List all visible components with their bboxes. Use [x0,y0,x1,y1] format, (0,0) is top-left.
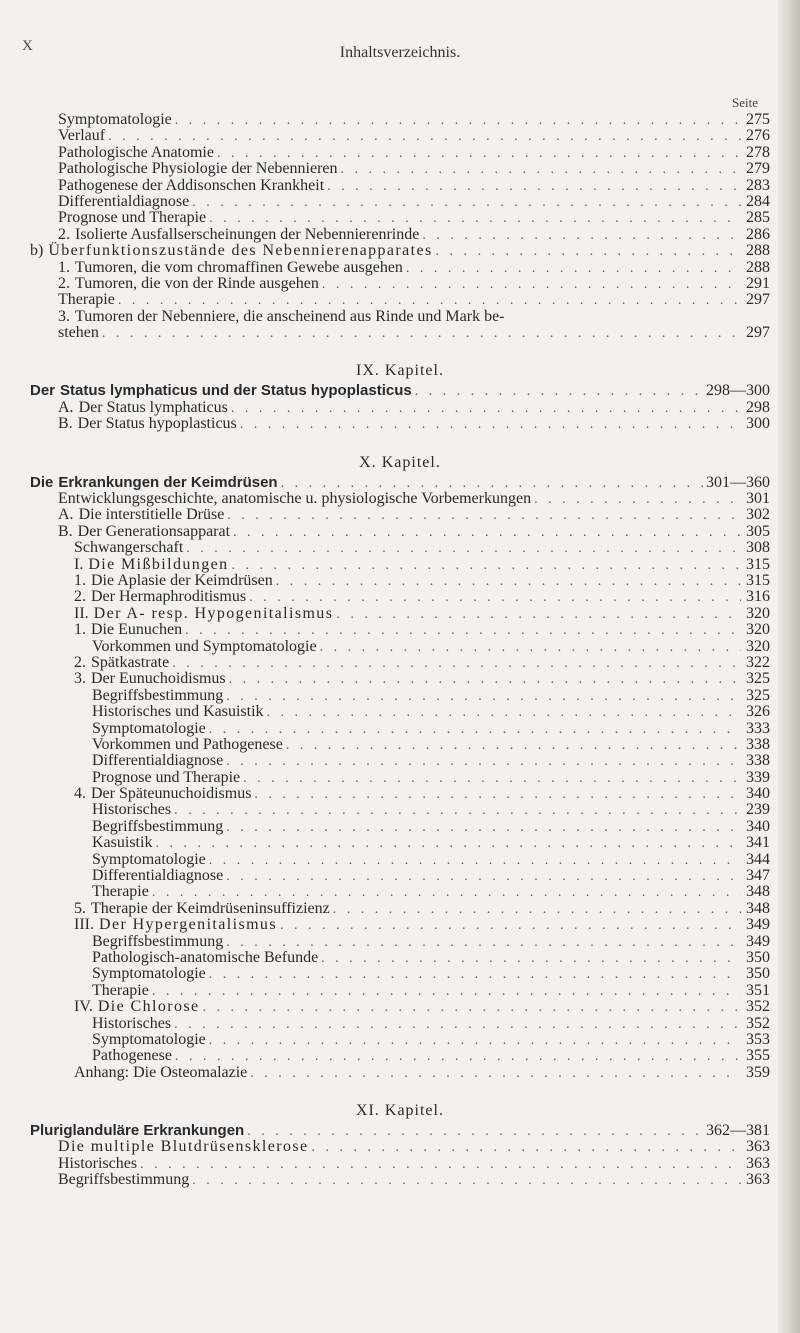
toc-entry-page: 326 [746,703,770,721]
toc-entry [30,491,770,507]
toc-entry-page: 301—360 [706,473,770,491]
dot-leader [320,640,741,656]
toc-entry-label: Tumoren, die vom chromaffinen Gewebe ausgehen [75,258,403,276]
toc-entry-page: 363 [746,1138,770,1156]
dot-leader [140,1157,741,1173]
toc-entry-label: Differentialdiagnose [58,192,190,210]
toc-entry [30,557,770,573]
toc-entry-page: 340 [746,785,770,803]
toc-entry-label: stehen [58,324,99,342]
toc-entry-page: 320 [746,621,770,639]
dot-leader [534,492,741,508]
toc-entry-page: 351 [746,981,770,999]
toc-entry-page: 352 [746,998,770,1016]
toc-entry-page: 333 [746,719,770,737]
toc-entry-marker: B. [58,415,73,433]
toc-entry-label: Vorkommen und Pathogenese [92,735,283,753]
toc-entry [30,309,770,325]
toc-entry-page: 348 [746,899,770,917]
toc-entry [30,260,770,276]
dot-leader [254,787,741,803]
toc-entry-label: Der Generationsapparat [77,522,231,540]
dot-leader [102,326,741,342]
toc-entry-page: 338 [746,752,770,770]
toc-entry-label: Die Eunuchen [91,621,183,639]
dot-leader [341,162,742,178]
toc-entry-page: 239 [746,801,770,819]
toc-entry-page: 359 [746,1063,770,1081]
toc-entry-marker: 2. [58,225,70,243]
toc-entry-marker: III. [74,916,94,934]
toc-entry [30,655,770,671]
toc-entry-page: 352 [746,1014,770,1032]
toc-entry-label: Pathogenese [92,1047,172,1065]
chapter-heading: X. Kapitel. [359,453,441,471]
toc-entry-marker: 2. [74,588,86,606]
toc-entry-label: Pathologische Anatomie [58,143,214,161]
toc-entry-label: Begriffsbestimmung [58,1171,190,1189]
toc-entry-page: 316 [746,588,770,606]
toc-entry-label: Symptomatologie [92,965,206,983]
dot-leader [172,656,741,672]
chapter-heading: XI. Kapitel. [356,1102,444,1120]
dot-leader [333,902,741,918]
toc-entry-label: Status lymphaticus und der Status hypoplasticus [60,382,412,400]
toc-entry [30,786,770,802]
toc-entry-page: 349 [746,916,770,934]
toc-entry [30,622,770,638]
dot-leader [233,525,741,541]
dot-leader [276,574,741,590]
toc-entry-label: Begriffsbestimmung [92,817,224,835]
toc-entry-marker: 3. [58,307,70,325]
seite-label: Seite [732,95,758,110]
toc-entry-marker: 5. [74,899,86,917]
toc-entry [30,835,770,851]
toc-entry-label: Die interstitielle Drüse [78,506,225,524]
dot-leader [247,1124,703,1140]
toc-entry [30,852,770,868]
toc-entry-page: 285 [746,209,770,227]
toc-entry-page: 305 [746,522,770,540]
dot-leader [406,261,741,277]
dot-leader [226,869,741,885]
toc-entry-marker: A. [58,398,74,416]
toc-entry [30,704,770,720]
toc-entry [30,112,770,128]
dot-leader [321,951,741,967]
dot-leader [327,179,741,195]
toc-entry [30,934,770,950]
toc-entry-page: 297 [746,291,770,309]
toc-entry [30,1048,770,1064]
toc-entry-label: Der A- resp. Hypogenitalismus [93,604,334,622]
toc-entry-marker: 1. [74,621,86,639]
dot-leader [203,1000,741,1016]
toc-entry-label: Symptomatologie [58,111,172,128]
toc-entry-marker: IV. [74,998,93,1016]
table-of-contents [30,95,770,1189]
toc-entry [30,161,770,177]
toc-entry-page: 298 [746,398,770,416]
toc-entry [30,983,770,999]
toc-entry-page: 315 [746,571,770,589]
toc-entry-label: Der Späteunuchoidismus [91,785,252,803]
toc-entry-label: Kasuistik [92,834,153,852]
toc-entry [30,210,770,226]
toc-entry-page: 320 [746,637,770,655]
toc-entry-label: Anhang: Die Osteomalazie [74,1063,248,1081]
toc-entry-label: Der Status hypoplasticus [77,415,237,433]
toc-entry [30,671,770,687]
toc-entry-marker: 2. [58,274,70,292]
toc-entry-label: Therapie [58,291,115,309]
toc-entry [30,475,770,491]
toc-entry-page: 339 [746,768,770,786]
toc-entry-label: Der Eunuchoidismus [91,670,226,688]
toc-entry-page: 276 [746,127,770,145]
dot-leader [209,722,741,738]
toc-entry [30,1156,770,1172]
toc-entry [30,128,770,144]
toc-entry-marker: II. [74,604,89,622]
toc-entry [30,606,770,622]
toc-entry [30,227,770,243]
toc-entry-page: 350 [746,948,770,966]
toc-entry [30,1032,770,1048]
toc-entry-page: 286 [746,225,770,243]
toc-entry-page: 284 [746,192,770,210]
dot-leader [415,384,703,400]
toc-entry [30,383,770,399]
toc-entry-label: Schwangerschaft [74,539,184,557]
dot-leader [436,244,741,260]
toc-entry-page: 349 [746,932,770,950]
toc-entry-page: 362—381 [706,1122,770,1140]
toc-entry-page: 325 [746,670,770,688]
toc-entry [30,770,770,786]
dot-leader [226,820,741,836]
toc-entry [30,145,770,161]
toc-entry-page: 340 [746,817,770,835]
toc-entry [30,868,770,884]
toc-entry-label: Therapie [92,981,149,999]
toc-entry-marker: Die [30,473,54,491]
toc-entry-page: 325 [746,686,770,704]
toc-entry-label: Pathogenese der Addisonschen Krankheit [58,176,325,194]
toc-entry-label: Überfunktionszustände des Nebennierenapparates [48,242,433,260]
toc-entry [30,917,770,933]
toc-entry-label: Pluriglanduläre Erkrankungen [30,1122,245,1140]
toc-entry-marker: 1. [58,258,70,276]
toc-entry-marker: 4. [74,785,86,803]
toc-entry [30,999,770,1015]
toc-entry-page: 363 [746,1171,770,1189]
page-number-roman: X [22,38,33,54]
toc-entry-marker: 2. [74,653,86,671]
toc-entry-page: 278 [746,143,770,161]
toc-entry [30,819,770,835]
toc-entry [30,737,770,753]
toc-entry-marker: I. [74,555,84,573]
toc-entry-page: 301 [746,490,770,508]
dot-leader [280,918,741,934]
toc-entry-label: Historisches und Kasuistik [92,703,264,721]
toc-entry-label: Begriffsbestimmung [92,686,224,704]
dot-leader [209,853,741,869]
toc-entry-page: 341 [746,834,770,852]
toc-entry [30,721,770,737]
toc-entry-label: Symptomatologie [92,719,206,737]
toc-entry-label: Die Mißbildungen [88,555,229,573]
dot-leader [243,771,741,787]
toc-entry-page: 347 [746,867,770,885]
toc-entry-label: Die multiple Blutdrüsensklerose [58,1138,309,1156]
dot-leader [175,1049,741,1065]
dot-leader [192,195,741,211]
dot-leader [226,754,741,770]
dot-leader [227,508,741,524]
toc-entry [30,1065,770,1081]
toc-entry-label: Symptomatologie [92,1030,206,1048]
toc-entry-page: 308 [746,539,770,557]
toc-entry-label: Der Status lymphaticus [78,398,228,416]
toc-entry [30,1139,770,1155]
dot-leader [336,607,741,623]
toc-entry-page: 355 [746,1047,770,1065]
toc-entry [30,966,770,982]
toc-entry-label: Pathologisch-anatomische Befunde [92,948,319,966]
dot-leader [322,277,741,293]
toc-entry [30,400,770,416]
toc-entry-marker: A. [58,506,74,524]
dot-leader [422,228,741,244]
toc-entry-marker: 1. [74,571,86,589]
toc-entry-page: 350 [746,965,770,983]
toc-entry-label: Pathologische Physiologie der Nebennieren [58,160,338,178]
toc-entry [30,1123,770,1139]
toc-entry-page: 344 [746,850,770,868]
toc-entry-label: Entwicklungsgeschichte, anatomische u. physiologische Vorbemerkungen [58,490,532,508]
dot-leader [232,558,742,574]
toc-entry [30,178,770,194]
dot-leader [152,984,741,1000]
toc-entry-label: Der Hermaphroditismus [91,588,247,606]
dot-leader [209,1033,741,1049]
dot-leader [229,672,741,688]
toc-entry [30,901,770,917]
toc-entry [30,540,770,556]
running-header: Inhaltsverzeichnis. [339,44,461,61]
toc-entry [30,589,770,605]
toc-entry-label: Therapie der Keimdrüseninsuffizienz [91,899,330,917]
dot-leader [250,1066,741,1082]
dot-leader [186,541,741,557]
toc-entry-label: Spätkastrate [91,653,170,671]
toc-entry [30,573,770,589]
toc-entry-label: Historisches [58,1154,138,1172]
toc-entry-page: 320 [746,604,770,622]
toc-entry-label: Der Hypergenitalismus [98,916,277,934]
toc-entry-label: Differentialdiagnose [92,752,224,770]
toc-entry-marker: B. [58,522,73,540]
dot-leader [286,738,741,754]
toc-entry-page: 338 [746,735,770,753]
toc-entry-marker: Der [30,382,56,400]
toc-entry [30,276,770,292]
toc-entry [30,524,770,540]
toc-entry-label: Tumoren, die von der Rinde ausgehen [75,274,319,292]
toc-entry [30,325,770,341]
toc-entry-page: 283 [746,176,770,194]
dot-leader [174,803,741,819]
toc-entry-page: 353 [746,1030,770,1048]
toc-entry-page: 315 [746,555,770,573]
toc-entry [30,639,770,655]
toc-entry-label: Die Aplasie der Keimdrüsen [91,571,273,589]
dot-leader [226,689,741,705]
toc-entry [30,802,770,818]
toc-entry-page: 363 [746,1154,770,1172]
toc-entry [30,194,770,210]
toc-entry-label: Symptomatologie [92,850,206,868]
toc-entry-label: Die Chlorose [97,998,200,1016]
toc-entry [30,292,770,308]
toc-entry-label: Prognose und Therapie [92,768,241,786]
toc-entry [30,688,770,704]
toc-entry [30,1172,770,1188]
chapter-heading: IX. Kapitel. [356,362,444,380]
dot-leader [175,113,741,129]
toc-entry [30,507,770,523]
toc-entry-page: 322 [746,653,770,671]
toc-entry-page: 297 [746,324,770,342]
toc-entry-label: Erkrankungen der Keimdrüsen [58,473,278,491]
dot-leader [240,417,741,433]
toc-entry-label: Historisches [92,801,172,819]
toc-entry-marker: 3. [74,670,86,688]
toc-entry-label: Begriffsbestimmung [92,932,224,950]
toc-entry-page: 300 [746,415,770,433]
toc-entry [30,1016,770,1032]
toc-entry [30,416,770,432]
toc-entry-page: 288 [746,242,770,260]
toc-entry-page: 348 [746,883,770,901]
dot-leader [311,1140,741,1156]
toc-entry-label: Therapie [92,883,149,901]
page-edge-shadow [778,0,800,1333]
dot-leader [231,401,741,417]
dot-leader [155,836,741,852]
toc-entry-label: Historisches [92,1014,172,1032]
toc-entry-page: 291 [746,274,770,292]
toc-entry-page: 288 [746,258,770,276]
toc-entry-page: 298—300 [706,382,770,400]
dot-leader [267,705,741,721]
toc-entry-page: 275 [746,111,770,128]
toc-entry-label: Differentialdiagnose [92,867,224,885]
toc-entry [30,950,770,966]
toc-entry-page: 279 [746,160,770,178]
dot-leader [192,1173,741,1189]
toc-entry-label: Isolierte Ausfallserscheinungen der Nebennierenrinde [75,225,420,243]
toc-entry-label: Tumoren der Nebenniere, die anscheinend aus Rinde und Mark be- [75,307,505,325]
dot-leader [209,967,741,983]
toc-entry [30,884,770,900]
toc-entry [30,243,770,259]
toc-entry-marker: b) [30,242,44,260]
toc-entry [30,753,770,769]
dot-leader [174,1017,741,1033]
toc-entry-label: Vorkommen und Symptomatologie [92,637,317,655]
toc-entry-label: Verlauf [58,127,106,145]
toc-entry-page: 302 [746,506,770,524]
toc-entry-label: Prognose und Therapie [58,209,207,227]
